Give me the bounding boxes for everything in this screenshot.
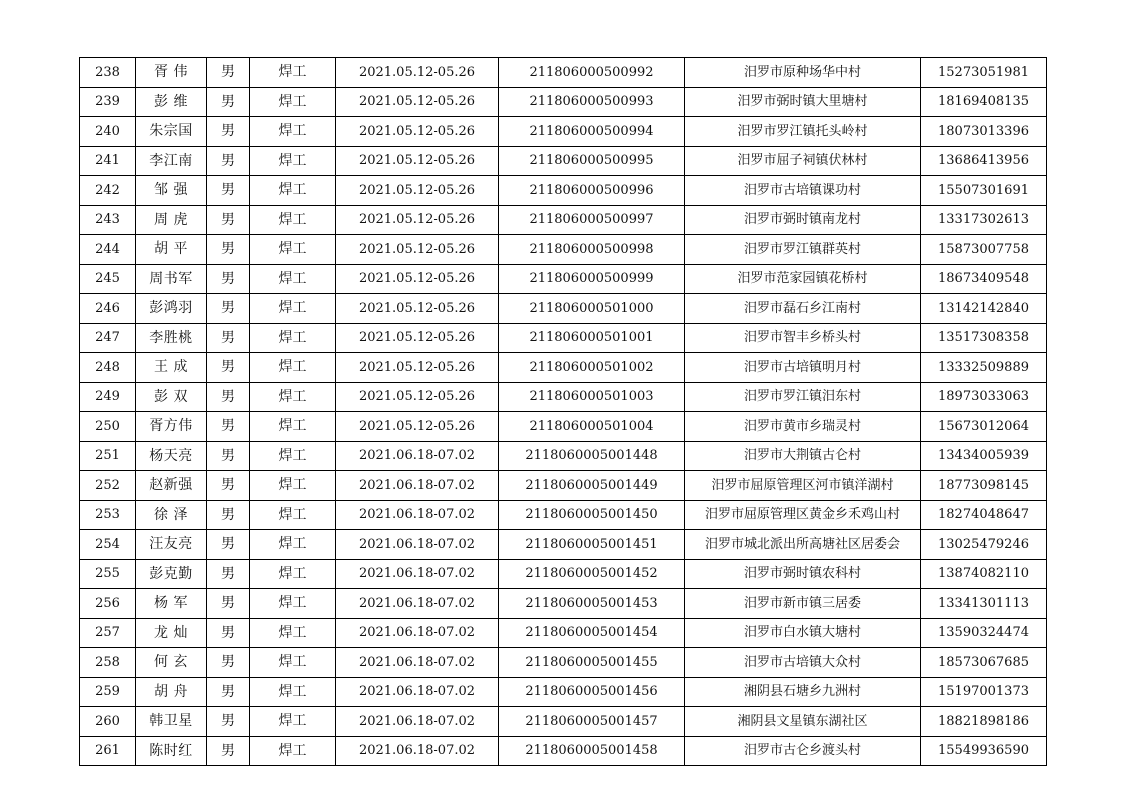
name-cell: 邹 强 bbox=[136, 176, 207, 206]
address-cell: 汨罗市黄市乡瑞灵村 bbox=[685, 412, 921, 442]
table-row bbox=[80, 58, 1047, 88]
gender-cell: 男 bbox=[207, 530, 250, 560]
gender-cell: 男 bbox=[207, 117, 250, 147]
serial-number-cell: 256 bbox=[80, 589, 136, 619]
trade-cell: 焊工 bbox=[250, 471, 336, 501]
name-cell: 何 玄 bbox=[136, 648, 207, 678]
name-cell: 彭 维 bbox=[136, 87, 207, 117]
phone-cell: 13025479246 bbox=[921, 530, 1047, 560]
phone-cell: 18169408135 bbox=[921, 87, 1047, 117]
name-cell: 周 虎 bbox=[136, 205, 207, 235]
name-cell: 彭 双 bbox=[136, 382, 207, 412]
address-cell: 汨罗市原种场华中村 bbox=[685, 58, 921, 88]
certificate-number-cell: 211806000500996 bbox=[499, 176, 685, 206]
gender-cell: 男 bbox=[207, 264, 250, 294]
name-cell: 王 成 bbox=[136, 353, 207, 383]
training-period-cell: 2021.05.12-05.26 bbox=[336, 353, 499, 383]
certificate-number-cell: 211806000500998 bbox=[499, 235, 685, 265]
address-cell: 汨罗市城北派出所高塘社区居委会 bbox=[685, 530, 921, 560]
trade-cell: 焊工 bbox=[250, 117, 336, 147]
phone-cell: 13434005939 bbox=[921, 441, 1047, 471]
address-cell: 汨罗市屈原管理区黄金乡禾鸡山村 bbox=[685, 500, 921, 530]
address-cell: 汨罗市罗江镇群英村 bbox=[685, 235, 921, 265]
gender-cell: 男 bbox=[207, 176, 250, 206]
phone-cell: 18573067685 bbox=[921, 648, 1047, 678]
certificate-number-cell: 211806000500994 bbox=[499, 117, 685, 147]
serial-number-cell: 247 bbox=[80, 323, 136, 353]
phone-cell: 15673012064 bbox=[921, 412, 1047, 442]
serial-number-cell: 252 bbox=[80, 471, 136, 501]
phone-cell: 13686413956 bbox=[921, 146, 1047, 176]
certificate-number-cell: 2118060005001457 bbox=[499, 707, 685, 737]
phone-cell: 13142142840 bbox=[921, 294, 1047, 324]
training-period-cell: 2021.05.12-05.26 bbox=[336, 146, 499, 176]
training-period-cell: 2021.05.12-05.26 bbox=[336, 87, 499, 117]
gender-cell: 男 bbox=[207, 382, 250, 412]
training-period-cell: 2021.06.18-07.02 bbox=[336, 441, 499, 471]
trade-cell: 焊工 bbox=[250, 146, 336, 176]
trade-cell: 焊工 bbox=[250, 530, 336, 560]
certificate-number-cell: 2118060005001449 bbox=[499, 471, 685, 501]
name-cell: 胡 平 bbox=[136, 235, 207, 265]
phone-cell: 18821898186 bbox=[921, 707, 1047, 737]
table-row bbox=[80, 323, 1047, 353]
address-cell: 湘阴县文星镇东湖社区 bbox=[685, 707, 921, 737]
trade-cell: 焊工 bbox=[250, 648, 336, 678]
certificate-number-cell: 211806000501003 bbox=[499, 382, 685, 412]
name-cell: 李胜桃 bbox=[136, 323, 207, 353]
certificate-number-cell: 211806000501002 bbox=[499, 353, 685, 383]
table-row bbox=[80, 294, 1047, 324]
serial-number-cell: 248 bbox=[80, 353, 136, 383]
trade-cell: 焊工 bbox=[250, 707, 336, 737]
serial-number-cell: 240 bbox=[80, 117, 136, 147]
table-row bbox=[80, 500, 1047, 530]
table-row bbox=[80, 205, 1047, 235]
table-row bbox=[80, 117, 1047, 147]
trade-cell: 焊工 bbox=[250, 441, 336, 471]
certificate-number-cell: 2118060005001448 bbox=[499, 441, 685, 471]
phone-cell: 13517308358 bbox=[921, 323, 1047, 353]
training-period-cell: 2021.06.18-07.02 bbox=[336, 530, 499, 560]
certificate-number-cell: 211806000501004 bbox=[499, 412, 685, 442]
gender-cell: 男 bbox=[207, 58, 250, 88]
serial-number-cell: 255 bbox=[80, 559, 136, 589]
trade-cell: 焊工 bbox=[250, 58, 336, 88]
name-cell: 汪友亮 bbox=[136, 530, 207, 560]
training-period-cell: 2021.05.12-05.26 bbox=[336, 117, 499, 147]
serial-number-cell: 246 bbox=[80, 294, 136, 324]
training-period-cell: 2021.06.18-07.02 bbox=[336, 559, 499, 589]
table-row bbox=[80, 235, 1047, 265]
address-cell: 汨罗市大荆镇古仑村 bbox=[685, 441, 921, 471]
serial-number-cell: 245 bbox=[80, 264, 136, 294]
serial-number-cell: 238 bbox=[80, 58, 136, 88]
trade-cell: 焊工 bbox=[250, 589, 336, 619]
certificate-number-cell: 2118060005001453 bbox=[499, 589, 685, 619]
certificate-number-cell: 2118060005001456 bbox=[499, 677, 685, 707]
serial-number-cell: 257 bbox=[80, 618, 136, 648]
table-row bbox=[80, 736, 1047, 766]
phone-cell: 18274048647 bbox=[921, 500, 1047, 530]
trade-cell: 焊工 bbox=[250, 176, 336, 206]
trade-cell: 焊工 bbox=[250, 559, 336, 589]
training-period-cell: 2021.05.12-05.26 bbox=[336, 58, 499, 88]
name-cell: 胡 舟 bbox=[136, 677, 207, 707]
address-cell: 汨罗市弼时镇农科村 bbox=[685, 559, 921, 589]
table-row bbox=[80, 618, 1047, 648]
address-cell: 汨罗市罗江镇托头岭村 bbox=[685, 117, 921, 147]
table-row bbox=[80, 707, 1047, 737]
name-cell: 周书军 bbox=[136, 264, 207, 294]
name-cell: 陈时红 bbox=[136, 736, 207, 766]
address-cell: 汨罗市范家园镇花桥村 bbox=[685, 264, 921, 294]
phone-cell: 15873007758 bbox=[921, 235, 1047, 265]
serial-number-cell: 250 bbox=[80, 412, 136, 442]
serial-number-cell: 253 bbox=[80, 500, 136, 530]
gender-cell: 男 bbox=[207, 559, 250, 589]
phone-cell: 15197001373 bbox=[921, 677, 1047, 707]
phone-cell: 13341301113 bbox=[921, 589, 1047, 619]
phone-cell: 18673409548 bbox=[921, 264, 1047, 294]
table-body bbox=[80, 58, 1047, 766]
serial-number-cell: 249 bbox=[80, 382, 136, 412]
serial-number-cell: 251 bbox=[80, 441, 136, 471]
gender-cell: 男 bbox=[207, 353, 250, 383]
training-period-cell: 2021.06.18-07.02 bbox=[336, 707, 499, 737]
table-row bbox=[80, 87, 1047, 117]
trade-cell: 焊工 bbox=[250, 500, 336, 530]
training-period-cell: 2021.05.12-05.26 bbox=[336, 235, 499, 265]
trainee-roster-table bbox=[79, 57, 1047, 766]
serial-number-cell: 243 bbox=[80, 205, 136, 235]
address-cell: 汨罗市弼时镇大里塘村 bbox=[685, 87, 921, 117]
address-cell: 湘阴县石塘乡九洲村 bbox=[685, 677, 921, 707]
name-cell: 杨天亮 bbox=[136, 441, 207, 471]
trade-cell: 焊工 bbox=[250, 205, 336, 235]
training-period-cell: 2021.05.12-05.26 bbox=[336, 294, 499, 324]
serial-number-cell: 254 bbox=[80, 530, 136, 560]
address-cell: 汨罗市屈子祠镇伏林村 bbox=[685, 146, 921, 176]
serial-number-cell: 261 bbox=[80, 736, 136, 766]
trade-cell: 焊工 bbox=[250, 353, 336, 383]
name-cell: 徐 泽 bbox=[136, 500, 207, 530]
gender-cell: 男 bbox=[207, 235, 250, 265]
serial-number-cell: 260 bbox=[80, 707, 136, 737]
phone-cell: 15549936590 bbox=[921, 736, 1047, 766]
address-cell: 汨罗市智丰乡桥头村 bbox=[685, 323, 921, 353]
certificate-number-cell: 2118060005001454 bbox=[499, 618, 685, 648]
name-cell: 彭克勤 bbox=[136, 559, 207, 589]
gender-cell: 男 bbox=[207, 618, 250, 648]
certificate-number-cell: 211806000500999 bbox=[499, 264, 685, 294]
name-cell: 韩卫星 bbox=[136, 707, 207, 737]
certificate-number-cell: 2118060005001452 bbox=[499, 559, 685, 589]
serial-number-cell: 239 bbox=[80, 87, 136, 117]
certificate-number-cell: 2118060005001450 bbox=[499, 500, 685, 530]
trade-cell: 焊工 bbox=[250, 677, 336, 707]
certificate-number-cell: 2118060005001451 bbox=[499, 530, 685, 560]
table-row bbox=[80, 471, 1047, 501]
trade-cell: 焊工 bbox=[250, 736, 336, 766]
gender-cell: 男 bbox=[207, 500, 250, 530]
training-period-cell: 2021.05.12-05.26 bbox=[336, 412, 499, 442]
address-cell: 汨罗市弼时镇南龙村 bbox=[685, 205, 921, 235]
address-cell: 汨罗市古培镇课功村 bbox=[685, 176, 921, 206]
training-period-cell: 2021.05.12-05.26 bbox=[336, 205, 499, 235]
table-row bbox=[80, 441, 1047, 471]
training-period-cell: 2021.06.18-07.02 bbox=[336, 677, 499, 707]
phone-cell: 13874082110 bbox=[921, 559, 1047, 589]
gender-cell: 男 bbox=[207, 707, 250, 737]
training-period-cell: 2021.05.12-05.26 bbox=[336, 264, 499, 294]
certificate-number-cell: 211806000501000 bbox=[499, 294, 685, 324]
training-period-cell: 2021.06.18-07.02 bbox=[336, 500, 499, 530]
address-cell: 汨罗市白水镇大塘村 bbox=[685, 618, 921, 648]
name-cell: 李江南 bbox=[136, 146, 207, 176]
name-cell: 朱宗国 bbox=[136, 117, 207, 147]
serial-number-cell: 244 bbox=[80, 235, 136, 265]
table-row bbox=[80, 353, 1047, 383]
trade-cell: 焊工 bbox=[250, 323, 336, 353]
training-period-cell: 2021.06.18-07.02 bbox=[336, 648, 499, 678]
name-cell: 彭鸿羽 bbox=[136, 294, 207, 324]
serial-number-cell: 241 bbox=[80, 146, 136, 176]
gender-cell: 男 bbox=[207, 323, 250, 353]
gender-cell: 男 bbox=[207, 589, 250, 619]
name-cell: 赵新强 bbox=[136, 471, 207, 501]
address-cell: 汨罗市古培镇明月村 bbox=[685, 353, 921, 383]
gender-cell: 男 bbox=[207, 441, 250, 471]
trade-cell: 焊工 bbox=[250, 618, 336, 648]
trade-cell: 焊工 bbox=[250, 235, 336, 265]
phone-cell: 13590324474 bbox=[921, 618, 1047, 648]
trade-cell: 焊工 bbox=[250, 264, 336, 294]
name-cell: 胥方伟 bbox=[136, 412, 207, 442]
address-cell: 汨罗市新市镇三居委 bbox=[685, 589, 921, 619]
address-cell: 汨罗市屈原管理区河市镇洋湖村 bbox=[685, 471, 921, 501]
certificate-number-cell: 2118060005001455 bbox=[499, 648, 685, 678]
name-cell: 杨 军 bbox=[136, 589, 207, 619]
trade-cell: 焊工 bbox=[250, 382, 336, 412]
gender-cell: 男 bbox=[207, 412, 250, 442]
serial-number-cell: 258 bbox=[80, 648, 136, 678]
table-row bbox=[80, 146, 1047, 176]
training-period-cell: 2021.05.12-05.26 bbox=[336, 176, 499, 206]
table-row bbox=[80, 677, 1047, 707]
table-row bbox=[80, 382, 1047, 412]
training-period-cell: 2021.06.18-07.02 bbox=[336, 589, 499, 619]
gender-cell: 男 bbox=[207, 471, 250, 501]
phone-cell: 15273051981 bbox=[921, 58, 1047, 88]
certificate-number-cell: 211806000500995 bbox=[499, 146, 685, 176]
serial-number-cell: 242 bbox=[80, 176, 136, 206]
certificate-number-cell: 211806000501001 bbox=[499, 323, 685, 353]
table-row bbox=[80, 648, 1047, 678]
training-period-cell: 2021.06.18-07.02 bbox=[336, 736, 499, 766]
training-period-cell: 2021.05.12-05.26 bbox=[336, 323, 499, 353]
training-period-cell: 2021.06.18-07.02 bbox=[336, 471, 499, 501]
name-cell: 龙 灿 bbox=[136, 618, 207, 648]
trade-cell: 焊工 bbox=[250, 87, 336, 117]
certificate-number-cell: 211806000500992 bbox=[499, 58, 685, 88]
table-row bbox=[80, 559, 1047, 589]
gender-cell: 男 bbox=[207, 294, 250, 324]
table-row bbox=[80, 412, 1047, 442]
table-row bbox=[80, 589, 1047, 619]
certificate-number-cell: 211806000500993 bbox=[499, 87, 685, 117]
gender-cell: 男 bbox=[207, 205, 250, 235]
table-row bbox=[80, 264, 1047, 294]
phone-cell: 13332509889 bbox=[921, 353, 1047, 383]
gender-cell: 男 bbox=[207, 736, 250, 766]
certificate-number-cell: 2118060005001458 bbox=[499, 736, 685, 766]
gender-cell: 男 bbox=[207, 87, 250, 117]
phone-cell: 18973033063 bbox=[921, 382, 1047, 412]
trade-cell: 焊工 bbox=[250, 412, 336, 442]
gender-cell: 男 bbox=[207, 648, 250, 678]
phone-cell: 15507301691 bbox=[921, 176, 1047, 206]
address-cell: 汨罗市磊石乡江南村 bbox=[685, 294, 921, 324]
address-cell: 汨罗市古培镇大众村 bbox=[685, 648, 921, 678]
table-row bbox=[80, 530, 1047, 560]
gender-cell: 男 bbox=[207, 146, 250, 176]
phone-cell: 18073013396 bbox=[921, 117, 1047, 147]
phone-cell: 18773098145 bbox=[921, 471, 1047, 501]
table-row bbox=[80, 176, 1047, 206]
phone-cell: 13317302613 bbox=[921, 205, 1047, 235]
address-cell: 汨罗市罗江镇汨东村 bbox=[685, 382, 921, 412]
serial-number-cell: 259 bbox=[80, 677, 136, 707]
address-cell: 汨罗市古仑乡渡头村 bbox=[685, 736, 921, 766]
training-period-cell: 2021.06.18-07.02 bbox=[336, 618, 499, 648]
trade-cell: 焊工 bbox=[250, 294, 336, 324]
training-period-cell: 2021.05.12-05.26 bbox=[336, 382, 499, 412]
certificate-number-cell: 211806000500997 bbox=[499, 205, 685, 235]
name-cell: 胥 伟 bbox=[136, 58, 207, 88]
gender-cell: 男 bbox=[207, 677, 250, 707]
